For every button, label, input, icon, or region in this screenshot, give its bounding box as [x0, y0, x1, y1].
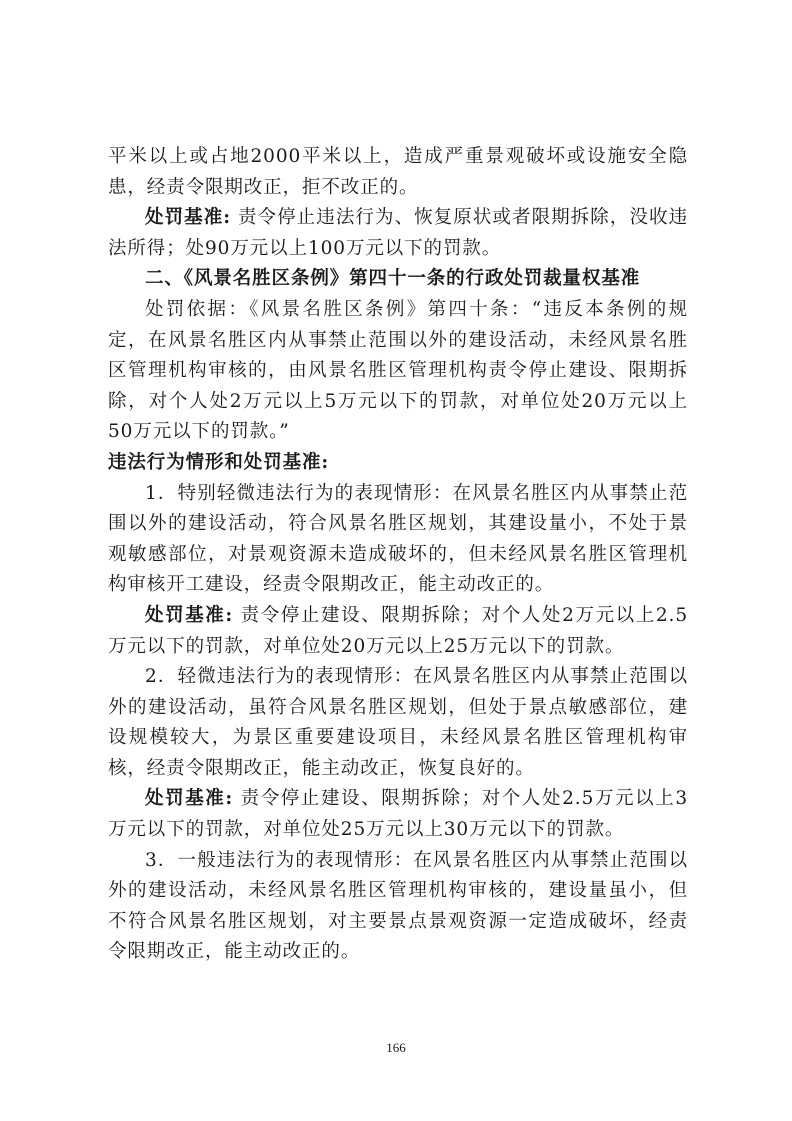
paragraph-continuation: 平米以上或占地2000平米以上，造成严重景观破坏或设施安全隐患，经责令限期改正，拒不改正的。 — [108, 146, 688, 198]
document-body — [108, 142, 688, 968]
penalty-standard-paragraph — [108, 203, 688, 264]
penalty-2-text: 责令停止建设、限期拆除；对个人处2.5万元以上3万元以下的罚款，对单位处25万元以上30万元以下的罚款。 — [108, 788, 688, 841]
penalty-2-paragraph — [108, 784, 688, 845]
penalty-basis-paragraph: 处罚依据：《风景名胜区条例》第四十条：“违反本条例的规定，在风景名胜区内从事禁止范围以外的建设活动，未经风景名胜区管理机构审核的，由风景名胜区管理机构责令停止建设、限期拆除，对个人处2万元以上5万元以下的罚款，对单位处20万元以上50万元以下的罚款。” — [108, 298, 688, 443]
penalty-standard-label: 处罚基准: — [145, 207, 232, 229]
penalty-1-text: 责令停止建设、限期拆除；对个人处2万元以上2.5万元以下的罚款，对单位处20万元以上25万元以下的罚款。 — [108, 604, 688, 657]
case-2-paragraph: 2．轻微违法行为的表现情形：在风景名胜区内从事禁止范围以外的建设活动，虽符合风景名胜区规划，但处于景点敏感部位，建设规模较大，为景区重要建设项目，未经风景名胜区管理机构审核，经责令限期改正，能主动改正，恢复良好的。 — [108, 666, 688, 779]
penalty-2-label: 处罚基准: — [145, 788, 234, 810]
section-heading: 二、《风景名胜区条例》第四十一条的行政处罚裁量权基准 — [145, 268, 641, 290]
case-1-paragraph: 1．特别轻微违法行为的表现情形：在风景名胜区内从事禁止范围以外的建设活动，符合风景名胜区规划，其建设量小，不处于景观敏感部位，对景观资源未造成破坏的，但未经风景名胜区管理机构审核开工建设，经责令限期改正，能主动改正的。 — [108, 482, 688, 596]
penalty-1-paragraph — [108, 601, 688, 662]
penalty-1-label: 处罚基准: — [145, 604, 234, 626]
sub-heading: 违法行为情形和处罚基准: — [108, 451, 330, 473]
penalty-standard-text: 责令停止违法行为、恢复原状或者限期拆除，没收违法所得；处90万元以上100万元以下的罚款。 — [108, 207, 688, 259]
page-number: 166 — [386, 1040, 406, 1055]
case-3-paragraph: 3．一般违法行为的表现情形：在风景名胜区内从事禁止范围以外的建设活动，未经风景名胜区管理机构审核的，建设量虽小，但不符合风景名胜区规划，对主要景点景观资源一定造成破坏，经责令限期改正，能主动改正的。 — [108, 849, 688, 963]
